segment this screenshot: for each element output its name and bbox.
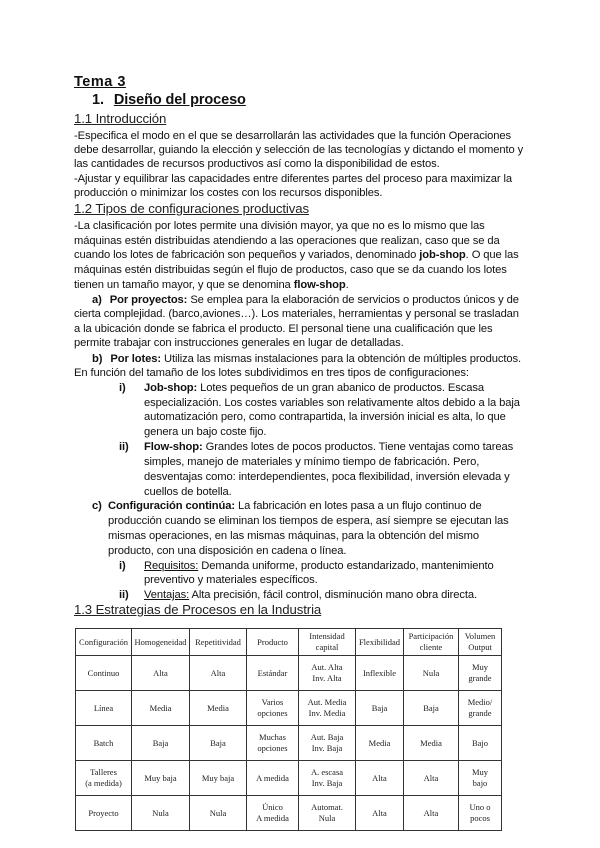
table-cell (132, 726, 190, 761)
item-b-label: Por lotes: (110, 353, 161, 365)
item-bii-line: desventajas como: interdependientes, poca flexibilidad, inversión elevada y (144, 471, 510, 483)
table-cell (299, 691, 356, 726)
table-cell (404, 691, 459, 726)
section-1-heading: 1.1 Introducción (74, 111, 167, 126)
table-cell (356, 796, 404, 831)
item-ci-line: preventivo y materiales específicos. (144, 574, 318, 586)
item-bii-line: cuellos de botella. (144, 486, 232, 498)
table-header-cell (459, 629, 502, 656)
table-header-cell (356, 629, 404, 656)
cell-text: Línea (93, 702, 114, 713)
item-c-marker: c) (92, 500, 102, 512)
table-cell (356, 761, 404, 796)
cell-text: Alta (372, 807, 387, 818)
item-c-line: producción cuando se eliminan los tiempos de espera, así siempre se ejecutan las (108, 515, 509, 527)
item-c-line: producto, con una disposición en cadena o línea. (108, 545, 347, 557)
cell-text: A medida (256, 813, 289, 823)
table-cell (247, 796, 299, 831)
table-cell (190, 726, 247, 761)
cell-text: Homogeneidad (134, 636, 187, 647)
cell-text: Baja (152, 737, 169, 748)
item-a-line: permite trabajar con instrucciones generales en lugar de detalladas. (74, 337, 404, 349)
title-text: Diseño del proceso (113, 92, 246, 108)
flow-shop-term: flow-shop (293, 279, 346, 291)
cell-text: Nula (152, 807, 169, 818)
table-header-cell (247, 629, 299, 656)
cell-text: Participación (408, 631, 454, 641)
table-cell (190, 761, 247, 796)
cell-text: (a medida) (85, 778, 122, 788)
job-shop-term: job-shop (419, 249, 466, 261)
table-cell (132, 761, 190, 796)
item-bi-marker: i) (119, 382, 126, 394)
item-b-line: b) Por lotes: Utiliza las mismas instalaciones para la obtención de múltiples productos. (92, 353, 521, 365)
item-bi-line: genera un bajo coste fijo. (144, 426, 267, 438)
s1-line: -Ajustar y equilibrar las capacidades entre diferentes partes del proceso para maximizar la (74, 173, 512, 185)
table-cell (76, 796, 132, 831)
strategies-table (75, 628, 502, 831)
tema-heading: Tema 3 (74, 74, 126, 90)
cell-text: Media (368, 737, 391, 748)
table-cell (299, 656, 356, 691)
title-number: 1. (92, 92, 104, 108)
cell-text: Producto (257, 636, 288, 647)
page-title (92, 94, 246, 107)
item-cii-marker: ii) (119, 589, 129, 601)
cell-text: Muchas (259, 732, 286, 742)
table-cell (247, 691, 299, 726)
table-row (76, 726, 502, 761)
table-row (76, 691, 502, 726)
item-a-label: Por proyectos: (109, 294, 188, 306)
cell-text: Flexibilidad (358, 636, 401, 647)
cell-text: Alta (423, 772, 439, 783)
table-cell (404, 656, 459, 691)
table-cell (247, 726, 299, 761)
item-ci-label: Requisitos: (144, 560, 199, 572)
s2-line: cuando los lotes de fabricación son pequeños y variados, denominado job-shop. O que las (74, 249, 519, 261)
cell-text: Baja (371, 702, 388, 713)
table-cell (132, 656, 190, 691)
cell-text: opciones (257, 743, 288, 753)
cell-text: Inflexible (362, 667, 397, 678)
item-bii-marker: ii) (119, 441, 129, 453)
cell-text: grande (468, 708, 492, 718)
cell-text: Media (420, 737, 442, 748)
s1-line: debe desarrollar, guiando la elección y selección de las tecnologías y dictando el momento y (74, 144, 524, 156)
cell-text: Media (149, 702, 172, 713)
cell-text: Repetitividad (195, 636, 241, 647)
cell-text: capital (315, 642, 339, 652)
s1-line: producción o minimizar los costes con los recursos disponibles. (74, 187, 383, 199)
s2-line: tienen un tamaño mayor, y que se denomina flow-shop. (74, 279, 349, 291)
table-row (76, 796, 502, 831)
item-a-line: a la ubicación donde se fabrica el producto. El personal tiene una cualificación que les (74, 323, 493, 335)
item-a-marker: a) (92, 294, 102, 306)
cell-text: Aut. Alta (311, 662, 343, 672)
cell-text: Talleres (90, 767, 117, 777)
cell-text: Uno o (469, 802, 491, 812)
table-cell (299, 726, 356, 761)
s2-line: -La clasificación por lotes permite una división mayor, ya que no es lo mismo que las (74, 220, 485, 232)
item-bii-line: simples, manejo de materiales y mínimo tiempo de fabricación. Pero, (144, 456, 480, 468)
cell-text: Muy baja (201, 772, 235, 783)
s2-line: máquinas estén distribuidas atendiendo a las operaciones que realizan, caso que se da (74, 235, 500, 247)
cell-text: Bajo (471, 737, 489, 748)
item-bi-label: Job-shop: (144, 382, 198, 394)
cell-text: Automat. (311, 802, 343, 812)
cell-text: Alta (372, 772, 387, 783)
table-cell (247, 761, 299, 796)
table-header-row (76, 629, 502, 656)
table-cell (76, 656, 132, 691)
table-cell (356, 691, 404, 726)
table-cell (76, 761, 132, 796)
cell-text: Volumen (464, 631, 496, 641)
table-cell (459, 691, 502, 726)
table-cell (404, 761, 459, 796)
item-b-line: En función del tamaño de los lotes subdividimos en tres tipos de configuraciones: (74, 367, 469, 379)
cell-text: Inv. Baja (311, 743, 343, 753)
cell-text: Alta (153, 667, 168, 678)
item-ci-line: Requisitos: Demanda uniforme, producto estandarizado, mantenimiento (144, 560, 494, 572)
table-cell (356, 656, 404, 691)
table-cell (190, 691, 247, 726)
table-cell (190, 796, 247, 831)
table-cell (459, 726, 502, 761)
table-cell (404, 796, 459, 831)
item-bi-line: Job-shop: Lotes pequeños de un gran abanico de productos. Escasa (144, 382, 485, 394)
item-cii-line: Ventajas: Alta precisión, fácil control, disminución mano obra directa. (144, 589, 478, 601)
cell-text: Nula (209, 807, 227, 818)
cell-text: Media (207, 702, 229, 713)
table-cell (299, 761, 356, 796)
item-bi-line: automatización pero, como contrapartida, la inversión inicial es alta, lo que (144, 411, 506, 423)
cell-text: Medio/ (467, 697, 493, 707)
table-row (76, 761, 502, 796)
table-header-cell (299, 629, 356, 656)
item-a-line: cierta complejidad. (barco,aviones…). Los materiales, herramientas y personal se trasladan (74, 308, 519, 320)
table-cell (404, 726, 459, 761)
cell-text: bajo (472, 778, 488, 788)
table-cell (459, 656, 502, 691)
cell-text: Baja (423, 702, 439, 713)
s2-line: máquinas estén distribuidas según el flujo de productos, caso que se da cuando los lotes (74, 264, 507, 276)
cell-text: cliente (419, 642, 443, 652)
cell-text: Muy (471, 767, 489, 777)
table-cell (356, 726, 404, 761)
table-cell (190, 656, 247, 691)
table-header-cell (190, 629, 247, 656)
item-cii-label: Ventajas: (144, 589, 190, 601)
item-bii-line: Flow-shop: Grandes lotes de pocos productos. Tiene ventajas como tareas (144, 441, 514, 453)
cell-text: Intensidad (309, 631, 345, 641)
cell-text: Continuo (87, 667, 120, 678)
cell-text: Muy (471, 662, 489, 672)
section-3-heading: 1.3 Estrategias de Procesos en la Industria (74, 602, 322, 617)
cell-text: Configuración (78, 636, 129, 647)
cell-text: Muy baja (144, 772, 177, 783)
cell-text: Inv. Alta (312, 673, 342, 683)
cell-text: Proyecto (88, 807, 119, 818)
cell-text: Estándar (257, 667, 288, 678)
cell-text: Inv. Media (308, 708, 346, 718)
table-cell (459, 796, 502, 831)
cell-text: Único (262, 802, 283, 812)
table-cell (132, 691, 190, 726)
s1-line: las cantidades de recursos productivos así como la disponibilidad de estos. (74, 158, 440, 170)
table-cell (247, 656, 299, 691)
cell-text: Nula (422, 667, 440, 678)
cell-text: Nula (318, 813, 336, 823)
item-bi-line: especialización. Los costes variables son relativamente altos debido a la baja (144, 397, 520, 409)
cell-text: pocos (470, 813, 490, 823)
table-header-cell (132, 629, 190, 656)
table-cell (299, 796, 356, 831)
item-c-label: Configuración continúa: (108, 500, 235, 512)
cell-text: grande (468, 673, 492, 683)
item-bii-label: Flow-shop: (144, 441, 203, 453)
table-cell (459, 761, 502, 796)
item-a-line: a) Por proyectos: Se emplea para la elaboración de servicios o productos únicos y de (92, 294, 519, 306)
table-header-cell (404, 629, 459, 656)
table-cell (76, 726, 132, 761)
cell-text: Aut. Media (307, 697, 347, 707)
cell-text: Alta (423, 807, 439, 818)
table-cell (132, 796, 190, 831)
item-c-line: mismas operaciones, en las mismas máquinas, para la obtención del mismo (108, 530, 479, 542)
cell-text: Inv. Baja (311, 778, 343, 788)
item-c-line: Configuración continúa: La fabricación en lotes pasa a un flujo continuo de (108, 500, 482, 512)
table-cell (76, 691, 132, 726)
cell-text: Output (468, 642, 492, 652)
table-row (76, 656, 502, 691)
cell-text: A. escasa (310, 767, 344, 777)
s1-line: -Especifica el modo en el que se desarrollarán las actividades que la función Operaciones (74, 130, 511, 142)
item-b-marker: b) (92, 353, 103, 365)
cell-text: A medida (256, 772, 289, 783)
cell-text: Aut. Baja (310, 732, 344, 742)
section-2-heading: 1.2 Tipos de configuraciones productivas (74, 201, 309, 216)
item-ci-marker: i) (119, 560, 126, 572)
cell-text: Batch (93, 737, 114, 748)
cell-text: opciones (257, 708, 288, 718)
cell-text: Alta (210, 667, 226, 678)
cell-text: Baja (210, 737, 226, 748)
cell-text: Varios (261, 697, 284, 707)
table-header-cell (76, 629, 132, 656)
